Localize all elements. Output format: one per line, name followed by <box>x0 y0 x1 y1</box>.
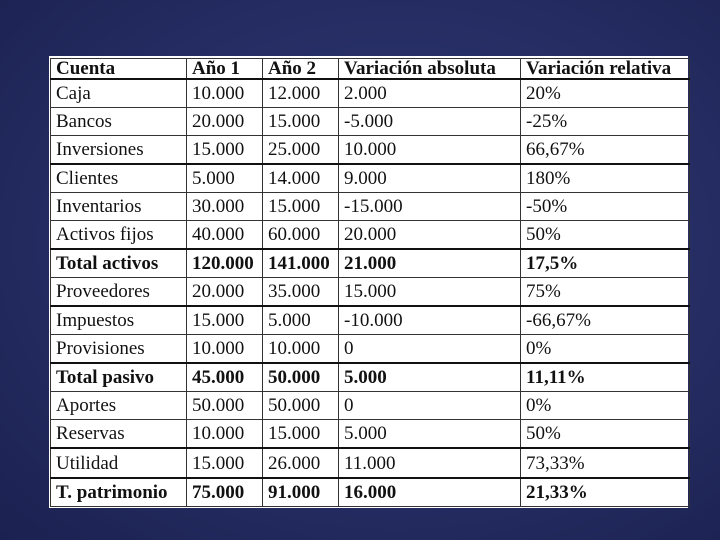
cell-ano-2: 26.000 <box>263 448 339 477</box>
cell-cuenta: T. patrimonio <box>51 478 187 507</box>
cell-variacion-absoluta: -10.000 <box>339 306 521 335</box>
cell-ano-1: 30.000 <box>187 193 263 221</box>
header-cuenta: Cuenta <box>51 59 187 80</box>
cell-cuenta: Clientes <box>51 164 187 193</box>
cell-ano-1: 15.000 <box>187 135 263 164</box>
cell-cuenta: Total pasivo <box>51 363 187 392</box>
cell-ano-2: 141.000 <box>263 249 339 278</box>
table-row <box>51 221 690 250</box>
cell-ano-1: 40.000 <box>187 221 263 250</box>
cell-cuenta: Bancos <box>51 108 187 136</box>
table-row <box>51 420 690 449</box>
cell-variacion-absoluta: 2.000 <box>339 79 521 108</box>
cell-variacion-relativa: 20% <box>521 79 690 108</box>
cell-variacion-absoluta: 11.000 <box>339 448 521 477</box>
balance-variation-table <box>50 58 690 507</box>
table-row <box>51 278 690 307</box>
cell-ano-2: 50.000 <box>263 363 339 392</box>
cell-variacion-relativa: 0% <box>521 392 690 420</box>
table-row <box>51 335 690 364</box>
table-row <box>51 306 690 335</box>
cell-variacion-relativa: -66,67% <box>521 306 690 335</box>
cell-ano-1: 75.000 <box>187 478 263 507</box>
cell-cuenta: Activos fijos <box>51 221 187 250</box>
cell-ano-2: 15.000 <box>263 193 339 221</box>
cell-variacion-absoluta: 0 <box>339 392 521 420</box>
header-ano-1: Año 1 <box>187 59 263 80</box>
cell-cuenta: Proveedores <box>51 278 187 307</box>
cell-variacion-relativa: 50% <box>521 221 690 250</box>
cell-variacion-absoluta: 9.000 <box>339 164 521 193</box>
cell-variacion-absoluta: 15.000 <box>339 278 521 307</box>
cell-ano-1: 50.000 <box>187 392 263 420</box>
cell-ano-2: 25.000 <box>263 135 339 164</box>
cell-variacion-absoluta: 5.000 <box>339 363 521 392</box>
table-body <box>51 79 690 507</box>
table-row <box>51 79 690 108</box>
cell-variacion-absoluta: 21.000 <box>339 249 521 278</box>
cell-ano-1: 15.000 <box>187 448 263 477</box>
cell-variacion-relativa: 75% <box>521 278 690 307</box>
cell-cuenta: Inversiones <box>51 135 187 164</box>
cell-variacion-absoluta: -5.000 <box>339 108 521 136</box>
cell-ano-1: 10.000 <box>187 420 263 449</box>
cell-cuenta: Inventarios <box>51 193 187 221</box>
header-ano-2: Año 2 <box>263 59 339 80</box>
cell-cuenta: Caja <box>51 79 187 108</box>
header-variacion-relativa: Variación relativa <box>521 59 690 80</box>
cell-variacion-relativa: 73,33% <box>521 448 690 477</box>
table-row <box>51 193 690 221</box>
cell-variacion-relativa: 66,67% <box>521 135 690 164</box>
cell-ano-2: 50.000 <box>263 392 339 420</box>
cell-ano-1: 10.000 <box>187 335 263 364</box>
cell-ano-2: 60.000 <box>263 221 339 250</box>
cell-ano-2: 15.000 <box>263 420 339 449</box>
cell-ano-2: 5.000 <box>263 306 339 335</box>
table-total-row <box>51 249 690 278</box>
cell-cuenta: Utilidad <box>51 448 187 477</box>
cell-variacion-relativa: 180% <box>521 164 690 193</box>
table-row <box>51 392 690 420</box>
cell-ano-1: 20.000 <box>187 108 263 136</box>
cell-ano-1: 10.000 <box>187 79 263 108</box>
cell-cuenta: Aportes <box>51 392 187 420</box>
cell-ano-2: 15.000 <box>263 108 339 136</box>
balance-variation-table-container <box>49 56 688 508</box>
cell-ano-1: 15.000 <box>187 306 263 335</box>
cell-variacion-relativa: 50% <box>521 420 690 449</box>
cell-variacion-relativa: 11,11% <box>521 363 690 392</box>
cell-variacion-relativa: 17,5% <box>521 249 690 278</box>
table-row <box>51 135 690 164</box>
header-variacion-absoluta: Variación absoluta <box>339 59 521 80</box>
cell-cuenta: Provisiones <box>51 335 187 364</box>
cell-variacion-absoluta: -15.000 <box>339 193 521 221</box>
cell-ano-1: 20.000 <box>187 278 263 307</box>
cell-variacion-absoluta: 0 <box>339 335 521 364</box>
cell-variacion-absoluta: 5.000 <box>339 420 521 449</box>
cell-variacion-relativa: -25% <box>521 108 690 136</box>
cell-cuenta: Reservas <box>51 420 187 449</box>
table-row <box>51 164 690 193</box>
cell-ano-2: 91.000 <box>263 478 339 507</box>
table-header-row <box>51 59 690 80</box>
cell-ano-1: 45.000 <box>187 363 263 392</box>
cell-cuenta: Total activos <box>51 249 187 278</box>
table-total-row <box>51 478 690 507</box>
cell-ano-2: 35.000 <box>263 278 339 307</box>
cell-variacion-absoluta: 16.000 <box>339 478 521 507</box>
cell-variacion-absoluta: 10.000 <box>339 135 521 164</box>
cell-variacion-absoluta: 20.000 <box>339 221 521 250</box>
cell-cuenta: Impuestos <box>51 306 187 335</box>
table-row <box>51 448 690 477</box>
cell-ano-2: 12.000 <box>263 79 339 108</box>
cell-variacion-relativa: 21,33% <box>521 478 690 507</box>
cell-ano-2: 14.000 <box>263 164 339 193</box>
cell-ano-1: 120.000 <box>187 249 263 278</box>
cell-ano-1: 5.000 <box>187 164 263 193</box>
cell-ano-2: 10.000 <box>263 335 339 364</box>
cell-variacion-relativa: -50% <box>521 193 690 221</box>
table-total-row <box>51 363 690 392</box>
table-row <box>51 108 690 136</box>
cell-variacion-relativa: 0% <box>521 335 690 364</box>
